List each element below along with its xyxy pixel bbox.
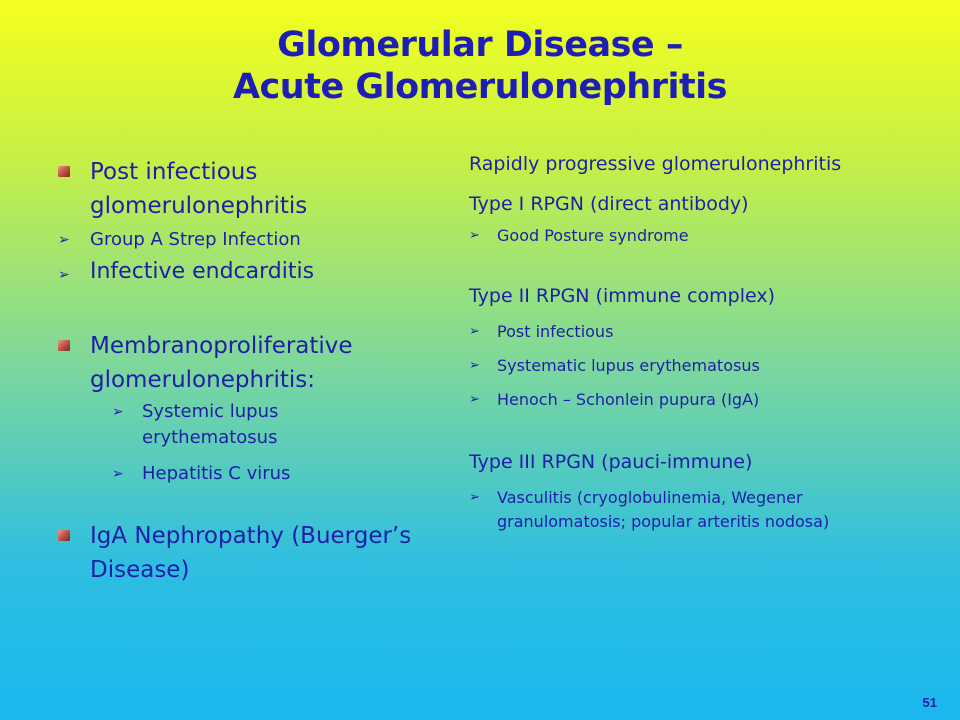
arrow-bullet-icon: ➢: [469, 490, 480, 505]
arrow-bullet-icon: ➢: [469, 228, 480, 243]
arrow-bullet-icon: ➢: [469, 392, 480, 407]
list-item: ➢ Henoch – Schonlein pupura (IgA): [469, 388, 939, 412]
list-item: ➢ Good Posture syndrome: [469, 224, 939, 248]
list-item: ➢ Systemic lupus erythematosus: [112, 401, 279, 448]
bullet-icon: [58, 530, 70, 541]
list-item: ➢ Group A Strep Infection: [58, 227, 438, 253]
arrow-bullet-icon: ➢: [112, 404, 124, 420]
list-item: ➢ Systematic lupus erythematosus: [469, 354, 939, 378]
bullet-icon: [58, 166, 70, 177]
type2-heading: Type II RPGN (immune complex): [469, 285, 776, 307]
right-column: [469, 150, 939, 534]
membranoproliferative-heading: Membranoproliferative glomerulonephritis:: [58, 329, 438, 397]
iga-nephropathy-heading: IgA Nephropathy (Buerger’s Disease): [58, 519, 438, 587]
type1-heading: Type I RPGN (direct antibody): [469, 193, 749, 215]
type3-heading: Type III RPGN (pauci-immune): [469, 451, 753, 473]
title-line-2: Acute Glomerulonephritis: [232, 67, 728, 107]
arrow-bullet-icon: ➢: [469, 358, 480, 373]
list-item: ➢ Infective endcarditis: [58, 257, 438, 287]
arrow-bullet-icon: ➢: [58, 267, 70, 283]
post-infectious-heading: Post infectious glomerulonephritis: [58, 155, 438, 223]
list-item: ➢ Vasculitis (cryoglobulinemia, Wegener granulomatosis; popular arteritis nodosa): [469, 488, 830, 531]
left-column: [58, 155, 438, 587]
arrow-bullet-icon: ➢: [469, 324, 480, 339]
arrow-bullet-icon: ➢: [112, 466, 124, 482]
list-item: ➢ Hepatitis C virus: [58, 461, 438, 487]
rpgn-heading: Rapidly progressive glomerulonephritis: [469, 153, 842, 175]
bullet-icon: [58, 340, 70, 351]
list-item: ➢ Post infectious: [469, 320, 939, 344]
title-line-1: Glomerular Disease –: [277, 25, 683, 65]
page-number: 51: [922, 695, 937, 710]
slide-title: [0, 24, 960, 108]
arrow-bullet-icon: ➢: [58, 232, 70, 248]
